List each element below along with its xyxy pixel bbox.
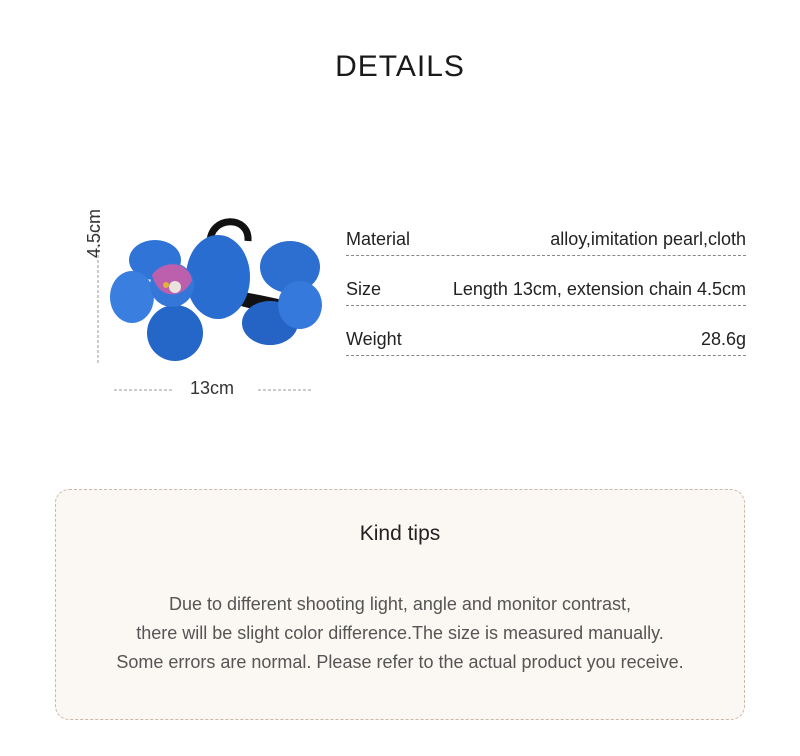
kind-tips-box [55, 489, 745, 720]
tips-line: Some errors are normal. Please refer to the actual product you receive. [116, 652, 684, 672]
orchid-front [110, 235, 250, 361]
length-dimension-label: 13cm [190, 378, 235, 398]
spec-label: Material [346, 229, 411, 249]
tips-line: Due to different shooting light, angle and monitor contrast, [169, 594, 631, 614]
orchid-back [242, 241, 322, 345]
spec-row-weight [346, 306, 746, 356]
spec-value: 28.6g [700, 329, 746, 349]
spec-label: Weight [346, 329, 402, 349]
spec-row-material [346, 222, 746, 256]
tips-line: there will be slight color difference.The size is measured manually. [136, 623, 664, 643]
spec-value: alloy,imitation pearl,cloth [550, 229, 746, 249]
spec-value: Length 13cm, extension chain 4.5cm [452, 279, 746, 299]
height-dimension-label: 4.5cm [84, 208, 104, 258]
spec-row-size [346, 256, 746, 306]
spec-table [346, 222, 746, 356]
page-title: DETAILS [335, 50, 465, 83]
kind-tips-title: Kind tips [359, 522, 441, 545]
kind-tips-text [56, 590, 744, 677]
spec-label: Size [346, 279, 382, 299]
